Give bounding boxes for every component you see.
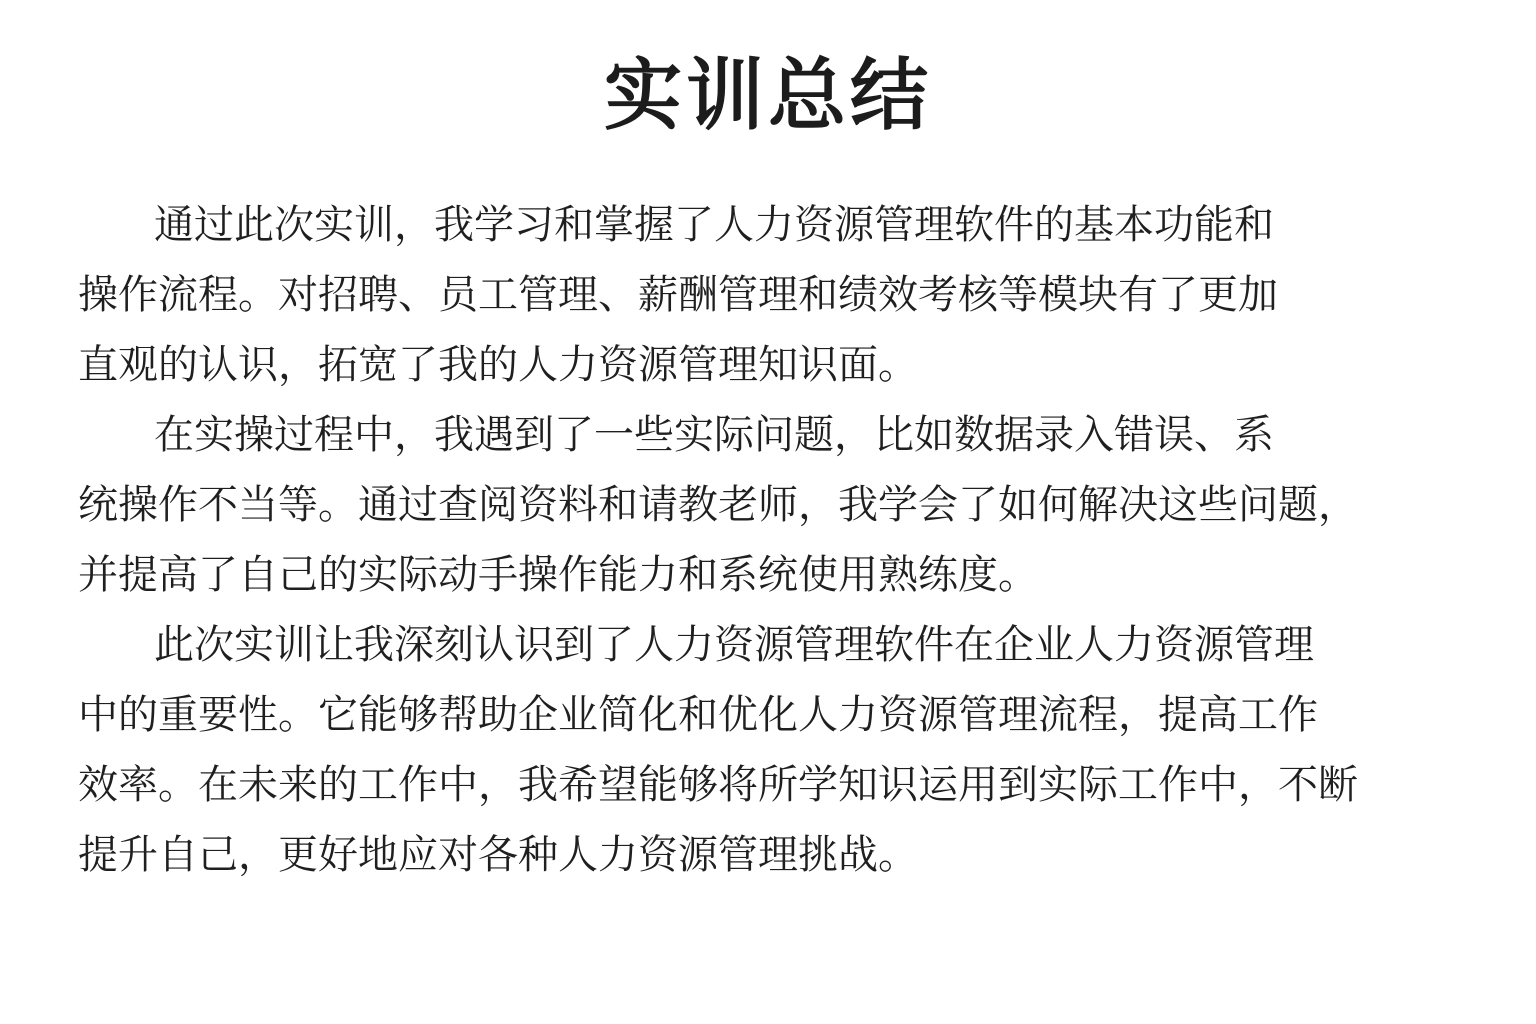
paragraph-1-line-3: 直观的认识，拓宽了我的人力资源管理知识面。 — [78, 342, 918, 388]
paragraph-3-line-1: 此次实训让我深刻认识到了人力资源管理软件在企业人力资源管理 — [154, 622, 1314, 668]
paragraph-1-line-1: 通过此次实训，我学习和掌握了人力资源管理软件的基本功能和 — [154, 202, 1274, 248]
paragraph-2-line-2: 统操作不当等。通过查阅资料和请教老师，我学会了如何解决这些问题， — [78, 482, 1358, 528]
paragraph-3-line-3: 效率。在未来的工作中，我希望能够将所学知识运用到实际工作中，不断 — [78, 762, 1358, 808]
paragraph-3-line-2: 中的重要性。它能够帮助企业简化和优化人力资源管理流程，提高工作 — [78, 692, 1318, 738]
paragraph-3-line-4: 提升自己，更好地应对各种人力资源管理挑战。 — [78, 832, 918, 878]
paragraph-2-line-3: 并提高了自己的实际动手操作能力和系统使用熟练度。 — [78, 552, 1038, 598]
page-title: 实训总结 — [603, 51, 932, 141]
paragraph-1-line-2: 操作流程。对招聘、员工管理、薪酬管理和绩效考核等模块有了更加 — [78, 272, 1278, 318]
paragraph-2-line-1: 在实操过程中，我遇到了一些实际问题，比如数据录入错误、系 — [154, 412, 1274, 458]
summary-body — [78, 190, 1468, 890]
